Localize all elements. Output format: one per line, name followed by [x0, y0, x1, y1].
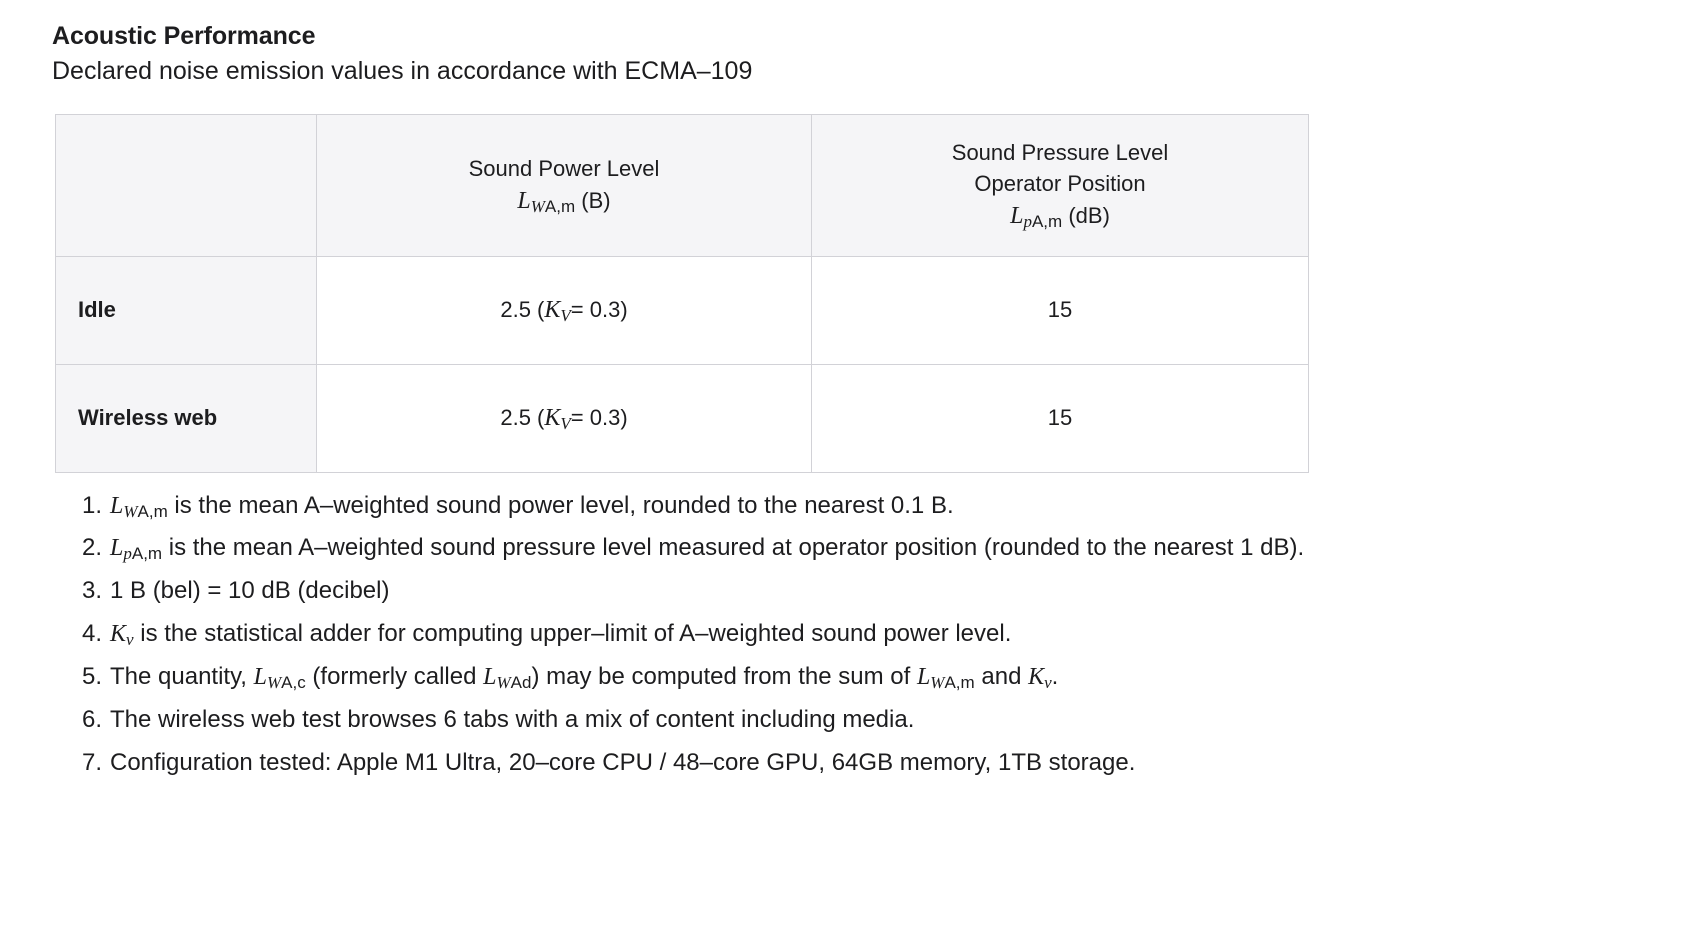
symbol-L: L	[1010, 203, 1024, 230]
symbol-sub-p: p	[1023, 212, 1032, 232]
cell-wireless-web-sound-pressure: 15	[812, 364, 1309, 472]
value-prefix: 2.5 (	[500, 404, 545, 430]
footnote-text: .	[1051, 663, 1059, 691]
column-header-sound-pressure-level	[812, 115, 1309, 257]
table-corner-cell	[56, 115, 317, 257]
math-variable: K	[110, 621, 127, 648]
footnote-item	[52, 744, 1672, 783]
footnote-text: 1 B (bel) = 10 dB (decibel)	[110, 577, 390, 605]
footnote-item	[52, 487, 1672, 526]
value-suffix: = 0.3)	[570, 404, 628, 430]
page-title: Acoustic Performance	[52, 22, 316, 50]
sound-power-level-label: Sound Power Level	[468, 155, 660, 181]
math-variable: L	[110, 535, 124, 562]
math-subscript: W	[123, 501, 138, 521]
math-subscript: W	[267, 673, 282, 693]
row-label-wireless-web: Wireless web	[56, 364, 317, 472]
symbol-sub-W: W	[530, 196, 545, 216]
math-subscript: A,m	[944, 673, 975, 693]
math-subscript: v	[126, 630, 134, 650]
footnote-item	[52, 572, 1672, 611]
footnote-item	[52, 658, 1672, 697]
math-subscript: Ad	[510, 673, 532, 693]
table-row	[56, 256, 1309, 364]
footnote-text: is the mean A–weighted sound pressure level measured at operator position (rounded to the nearest 1 dB).	[162, 534, 1305, 562]
footnote-text: and	[974, 663, 1029, 691]
math-variable: L	[483, 664, 497, 691]
cell-idle-sound-pressure: 15	[812, 256, 1309, 364]
symbol-L: L	[517, 187, 531, 214]
symbol-sub-V: V	[560, 305, 571, 325]
value-prefix: 2.5 (	[500, 296, 545, 322]
footnote-text: ) may be computed from the sum of	[531, 663, 917, 691]
math-variable: L	[253, 664, 267, 691]
cell-wireless-web-sound-power	[317, 364, 812, 472]
math-subscript: A,m	[137, 501, 168, 521]
table-row	[56, 364, 1309, 472]
value-suffix: = 0.3)	[570, 296, 628, 322]
operator-position-label: Operator Position	[974, 171, 1146, 197]
footnote-text: The quantity,	[110, 663, 254, 691]
math-subscript: v	[1044, 673, 1052, 693]
symbol-K: K	[544, 404, 561, 431]
sound-pressure-level-label: Sound Pressure Level	[951, 140, 1169, 165]
sound-power-unit: (B)	[581, 187, 611, 213]
math-subscript: W	[496, 673, 511, 693]
math-variable: L	[916, 664, 931, 691]
symbol-sub-Am: A,m	[544, 196, 576, 216]
math-subscript: A,m	[131, 544, 163, 564]
cell-idle-sound-power	[317, 256, 812, 364]
column-header-sound-power-level	[317, 115, 812, 257]
footnote-text: Configuration tested: Apple M1 Ultra, 20–core CPU / 48–core GPU, 64GB memory, 1TB storage.	[110, 748, 1136, 776]
footnote-text: The wireless web test browses 6 tabs with a mix of content including media.	[110, 705, 915, 733]
footnotes-list	[52, 487, 1672, 783]
symbol-K: K	[544, 296, 561, 323]
table-body	[56, 256, 1309, 472]
footnote-text: is the statistical adder for computing upper–limit of A–weighted sound power level.	[133, 620, 1012, 648]
symbol-sub-V: V	[560, 413, 571, 433]
footnote-item	[52, 615, 1672, 654]
footnote-text: (formerly called	[305, 663, 484, 691]
symbol-sub-Am: A,m	[1031, 212, 1063, 232]
footnote-item	[52, 529, 1672, 568]
row-label-idle: Idle	[56, 256, 317, 364]
math-subscript: W	[930, 673, 945, 693]
table-header	[56, 115, 1309, 257]
table-header-row	[56, 115, 1309, 257]
math-variable: L	[110, 492, 124, 519]
math-subscript: A,c	[281, 673, 306, 693]
sound-pressure-unit: (dB)	[1068, 203, 1110, 229]
math-variable: K	[1028, 664, 1045, 691]
acoustic-performance-table	[55, 114, 1309, 473]
math-subscript: p	[123, 544, 132, 564]
sound-pressure-level-symbol	[826, 199, 1294, 233]
page-subtitle: Declared noise emission values in accordance with ECMA–109	[52, 57, 753, 85]
footnote-item	[52, 701, 1672, 740]
footnote-text: is the mean A–weighted sound power level, rounded to the nearest 0.1 B.	[167, 491, 954, 519]
sound-power-level-symbol	[331, 184, 797, 218]
